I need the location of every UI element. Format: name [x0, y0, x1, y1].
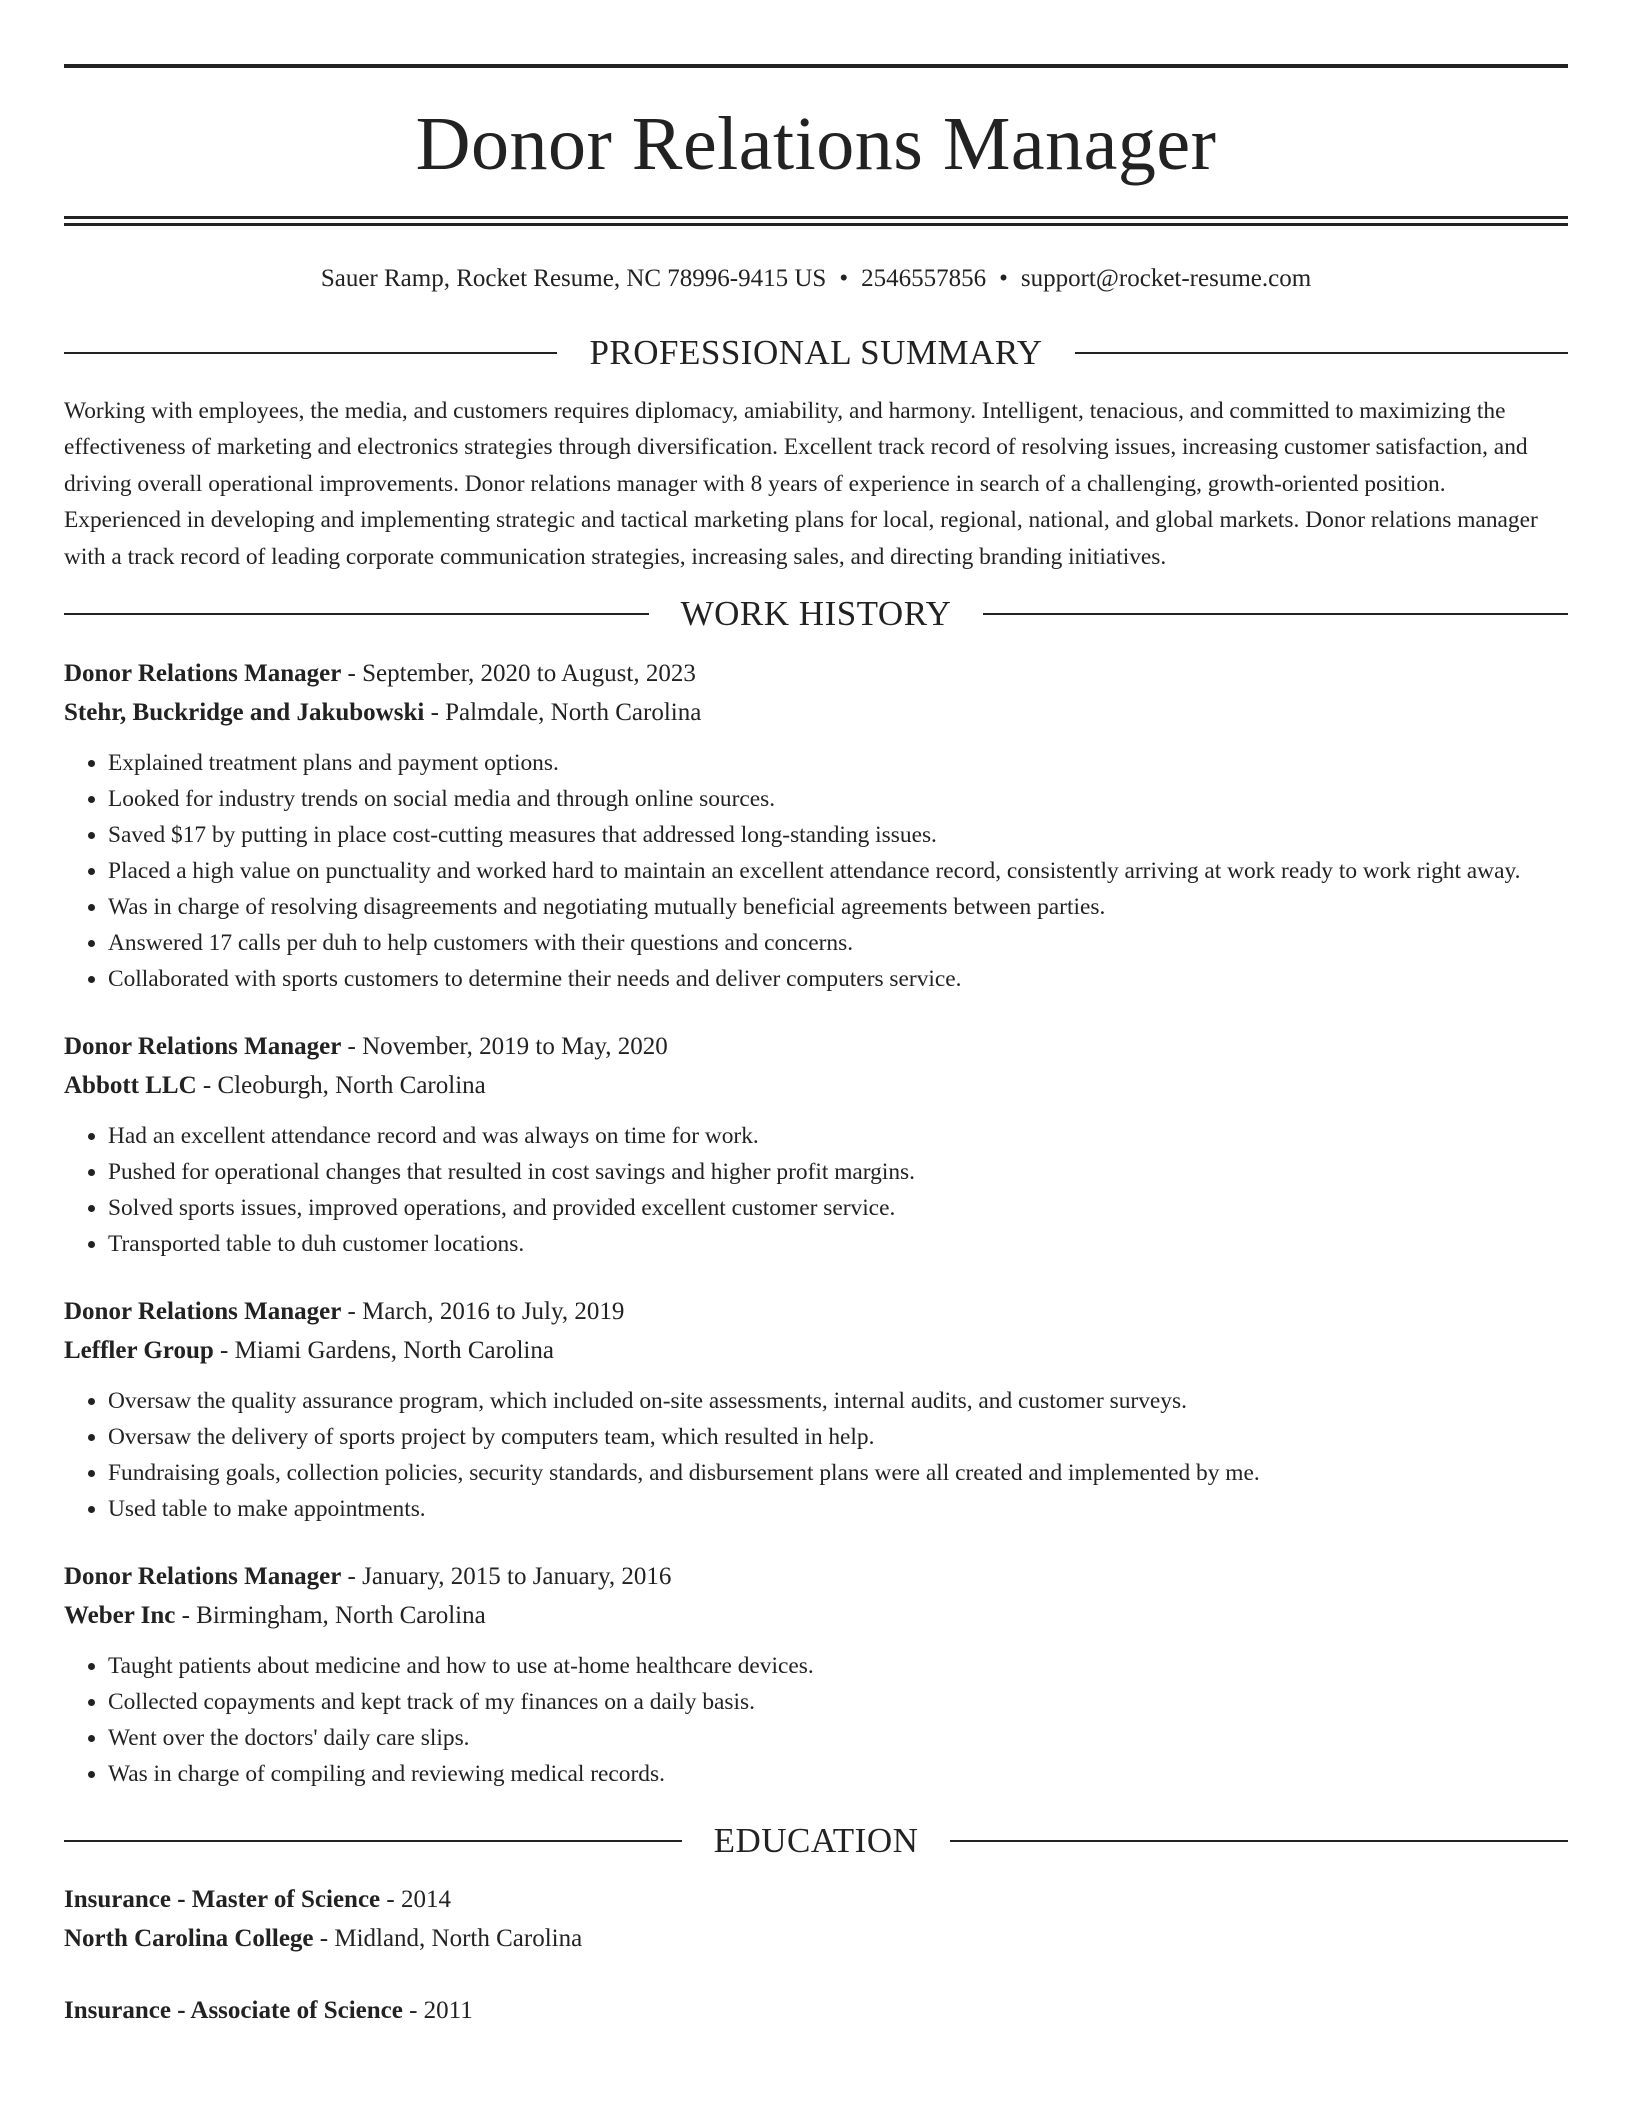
job-entry: [64, 654, 1568, 997]
job-duty-item: • Looked for industry trends on social media and through online sources.: [108, 781, 1568, 817]
job-location: - Palmdale, North Carolina: [430, 698, 702, 726]
contact-separator: •: [839, 265, 849, 292]
work-history-list: [64, 654, 1568, 1792]
job-duty-item: • Fundraising goals, collection policies, security standards, and disbursement plans were all created and implemented by me.: [108, 1455, 1568, 1491]
job-company: Weber Inc: [64, 1601, 176, 1629]
job-duties-list: [64, 1383, 1568, 1527]
education-year: - 2014: [386, 1886, 451, 1913]
education-entry: [64, 1991, 1568, 2030]
job-dates: - September, 2020 to August, 2023: [347, 659, 696, 687]
job-duty-item: • Answered 17 calls per duh to help customers with their questions and concerns.: [108, 925, 1568, 961]
job-company-line: [64, 693, 1568, 732]
job-duty-item: • Collaborated with sports customers to determine their needs and deliver computers service.: [108, 961, 1568, 997]
education-degree-line: [64, 1991, 1568, 2030]
job-company: Stehr, Buckridge and Jakubowski: [64, 698, 425, 726]
title-double-rule: [64, 216, 1568, 226]
job-duty-item: • Taught patients about medicine and how to use at-home healthcare devices.: [108, 1648, 1568, 1684]
heading-rule-right: [983, 613, 1568, 615]
job-title: Donor Relations Manager: [64, 1032, 342, 1060]
work-section-heading: [64, 595, 1568, 634]
job-title-line: [64, 1027, 1568, 1066]
heading-rule-left: [64, 352, 557, 354]
heading-rule-left: [64, 613, 649, 615]
summary-text: Working with employees, the media, and customers requires diplomacy, amiability, and harmony. Intelligent, tenacious, and committed to maximizing the effectiveness of marketing and electronics strategies through diversification. Excellent track record of resolving issues, increasing customer satisfaction, and driving overall operational improvements. Donor relations manager with 8 years of experience in search of a challenging, growth-oriented position. Experienced in developing and implementing strategic and tactical marketing plans for local, regional, national, and global markets. Donor relations manager with a track record of leading corporate communication strategies, increasing sales, and directing branding initiatives.: [64, 397, 1538, 570]
job-company: Leffler Group: [64, 1336, 214, 1364]
job-duty-item: • Was in charge of resolving disagreements and negotiating mutually beneficial agreements between parties.: [108, 889, 1568, 925]
job-duties-list: [64, 1118, 1568, 1262]
education-degree: Insurance - Associate of Science: [64, 1997, 403, 2024]
job-entry: [64, 1292, 1568, 1527]
contact-address: Sauer Ramp, Rocket Resume, NC 78996-9415 US: [320, 265, 827, 292]
job-title: Donor Relations Manager: [64, 1562, 342, 1590]
job-title-line: [64, 1557, 1568, 1596]
job-duty-item: • Collected copayments and kept track of my finances on a daily basis.: [108, 1684, 1568, 1720]
job-location: - Birmingham, North Carolina: [181, 1601, 486, 1629]
job-duty-item: • Used table to make appointments.: [108, 1491, 1568, 1527]
education-section-heading: [64, 1822, 1568, 1861]
job-company-line: [64, 1596, 1568, 1635]
job-dates: - January, 2015 to January, 2016: [347, 1562, 672, 1590]
job-duty-item: • Oversaw the delivery of sports project by computers team, which resulted in help.: [108, 1419, 1568, 1455]
education-degree: Insurance - Master of Science: [64, 1886, 381, 1913]
job-company-line: [64, 1066, 1568, 1105]
job-title-line: [64, 1292, 1568, 1331]
job-duty-item: • Oversaw the quality assurance program, which included on-site assessments, internal audits, and customer surveys.: [108, 1383, 1568, 1419]
contact-separator: •: [999, 265, 1008, 292]
job-duty-item: • Solved sports issues, improved operations, and provided excellent customer service.: [108, 1190, 1568, 1226]
job-duties-list: [64, 1648, 1568, 1792]
job-dates: - March, 2016 to July, 2019: [347, 1297, 625, 1325]
resume-title: Donor Relations Manager: [415, 102, 1217, 186]
contact-email: support@rocket-resume.com: [1020, 265, 1312, 292]
contact-line: [64, 264, 1568, 294]
job-location: - Miami Gardens, North Carolina: [220, 1336, 554, 1364]
heading-rule-left: [64, 1840, 682, 1842]
job-title: Donor Relations Manager: [64, 659, 342, 687]
job-duty-item: • Was in charge of compiling and reviewing medical records.: [108, 1756, 1568, 1792]
education-year: - 2011: [409, 1997, 473, 2024]
job-duties-list: [64, 745, 1568, 997]
job-company-line: [64, 1331, 1568, 1370]
job-duty-item: • Pushed for operational changes that resulted in cost savings and higher profit margins.: [108, 1154, 1568, 1190]
job-dates: - November, 2019 to May, 2020: [347, 1032, 668, 1060]
summary-section-heading: [64, 334, 1568, 373]
job-duty-item: • Explained treatment plans and payment options.: [108, 745, 1568, 781]
job-duty-item: • Transported table to duh customer locations.: [108, 1226, 1568, 1262]
job-duty-item: • Saved $17 by putting in place cost-cutting measures that addressed long-standing issues.: [108, 817, 1568, 853]
education-school: North Carolina College: [64, 1925, 314, 1952]
job-duty-item: • Had an excellent attendance record and was always on time for work.: [108, 1118, 1568, 1154]
education-degree-line: [64, 1880, 1568, 1919]
education-heading-label: EDUCATION: [713, 1820, 919, 1860]
education-school-line: [64, 1919, 1568, 1958]
job-company: Abbott LLC: [64, 1071, 197, 1099]
job-duty-item: • Placed a high value on punctuality and worked hard to maintain an excellent attendance record, consistently arriving at work ready to work right away.: [108, 853, 1568, 889]
education-location: - Midland, North Carolina: [319, 1925, 583, 1952]
job-duty-item: • Went over the doctors' daily care slips.: [108, 1720, 1568, 1756]
top-rule: [64, 64, 1568, 68]
job-title: Donor Relations Manager: [64, 1297, 342, 1325]
work-heading-label: WORK HISTORY: [680, 594, 952, 633]
job-entry: [64, 1027, 1568, 1262]
heading-rule-right: [950, 1840, 1568, 1842]
job-location: - Cleoburgh, North Carolina: [202, 1071, 486, 1099]
job-entry: [64, 1557, 1568, 1792]
education-list: [64, 1880, 1568, 2030]
resume-page: [64, 64, 1568, 2063]
summary-heading-label: PROFESSIONAL SUMMARY: [589, 333, 1043, 372]
job-title-line: [64, 654, 1568, 693]
contact-phone: 2546557856: [861, 265, 987, 292]
heading-rule-right: [1075, 352, 1568, 354]
education-entry: [64, 1880, 1568, 1958]
